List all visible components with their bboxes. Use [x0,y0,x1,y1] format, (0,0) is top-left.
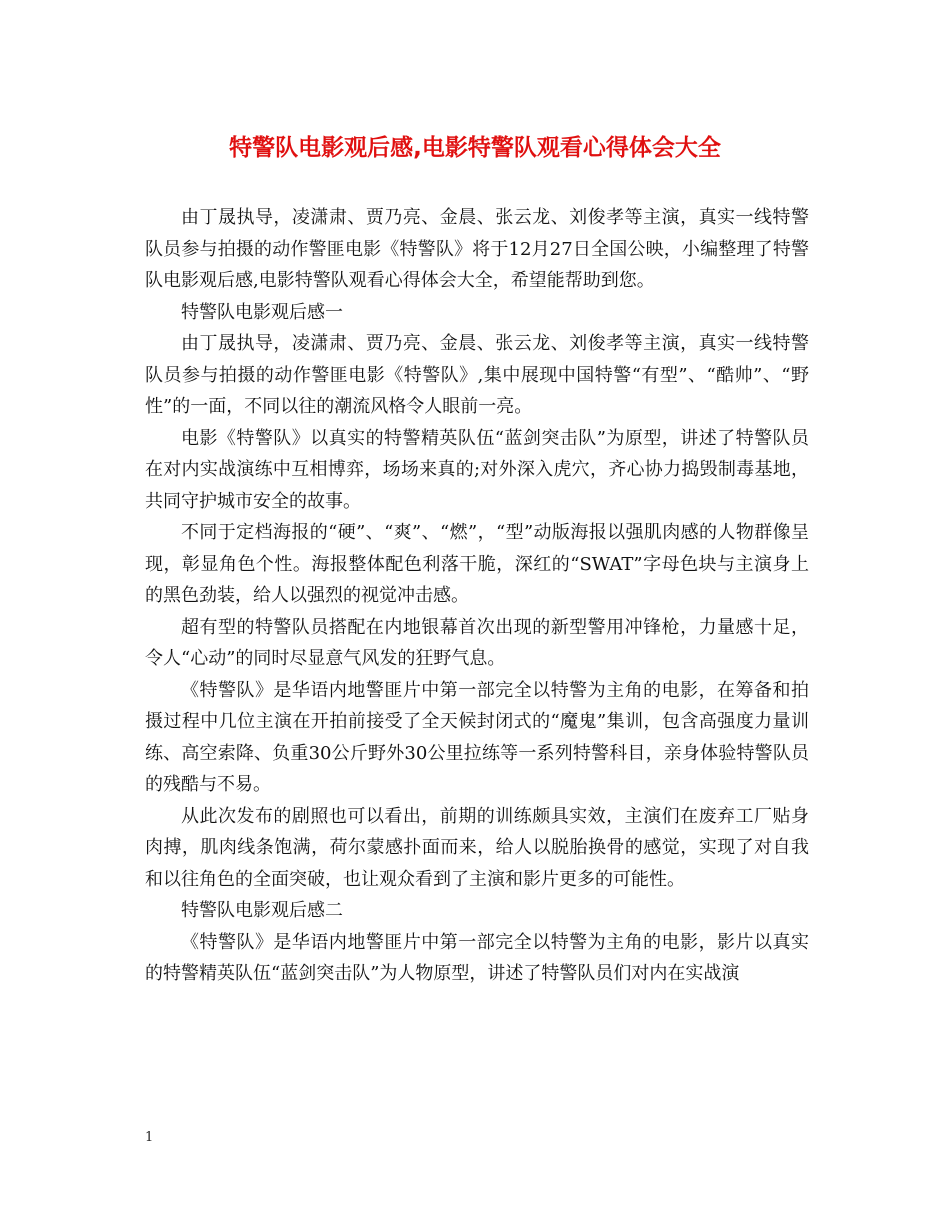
document-title: 特警队电影观后感,电影特警队观看心得体会大全 [229,135,721,161]
section-heading: 特警队电影观后感一 [181,301,343,323]
page-number: 1 [145,1130,154,1145]
section-heading: 特警队电影观后感二 [181,900,343,921]
paragraph: 《特警队》是华语内地警匪片中第一部完全以特警为主角的电影，影片以真实的特警精英队伍“蓝剑突击队”为人物原型，讲述了特警队员们对内在实战演 [145,931,809,984]
document-body [145,202,809,990]
paragraph: 从此次发布的剧照也可以看出，前期的训练颇具实效，主演们在废弃工厂贴身肉搏，肌肉线条饱满，荷尔蒙感扑面而来，给人以脱胎换骨的感觉，实现了对自我和以往角色的全面突破，也让观众看到了主演和影片更多的可能性。 [145,805,809,890]
paragraph: 《特警队》是华语内地警匪片中第一部完全以特警为主角的电影，在筹备和拍摄过程中几位主演在开拍前接受了全天候封闭式的“魔鬼”集训，包含高强度力量训练、高空索降、负重30公斤野外30公里拉练等一系列特警科目，亲身体验特警队员的残酷与不易。 [145,679,809,795]
paragraph: 超有型的特警队员搭配在内地银幕首次出现的新型警用冲锋枪，力量感十足，令人“心动”的同时尽显意气风发的狂野气息。 [145,616,809,669]
paragraph: 不同于定档海报的“硬”、“爽”、“燃”，“型”动版海报以强肌肉感的人物群像呈现，彰显角色个性。海报整体配色利落干脆，深红的“SWAT”字母色块与主演身上的黑色劲装，给人以强烈的视觉冲击感。 [145,522,809,606]
paragraph: 电影《特警队》以真实的特警精英队伍“蓝剑突击队”为原型，讲述了特警队员在对内实战演练中互相博弈，场场来真的;对外深入虎穴，齐心协力捣毁制毒基地，共同守护城市安全的故事。 [145,427,809,512]
paragraph: 由丁晟执导，凌潇肃、贾乃亮、金晨、张云龙、刘俊孝等主演，真实一线特警队员参与拍摄的动作警匪电影《特警队》,集中展现中国特警“有型”、“酷帅”、“野性”的一面，不同以往的潮流风格令人眼前一亮。 [145,333,809,417]
paragraph: 由丁晟执导，凌潇肃、贾乃亮、金晨、张云龙、刘俊孝等主演，真实一线特警队员参与拍摄的动作警匪电影《特警队》将于12月27日全国公映，小编整理了特警队电影观后感,电影特警队观看心得体会大全，希望能帮助到您。 [145,207,809,291]
